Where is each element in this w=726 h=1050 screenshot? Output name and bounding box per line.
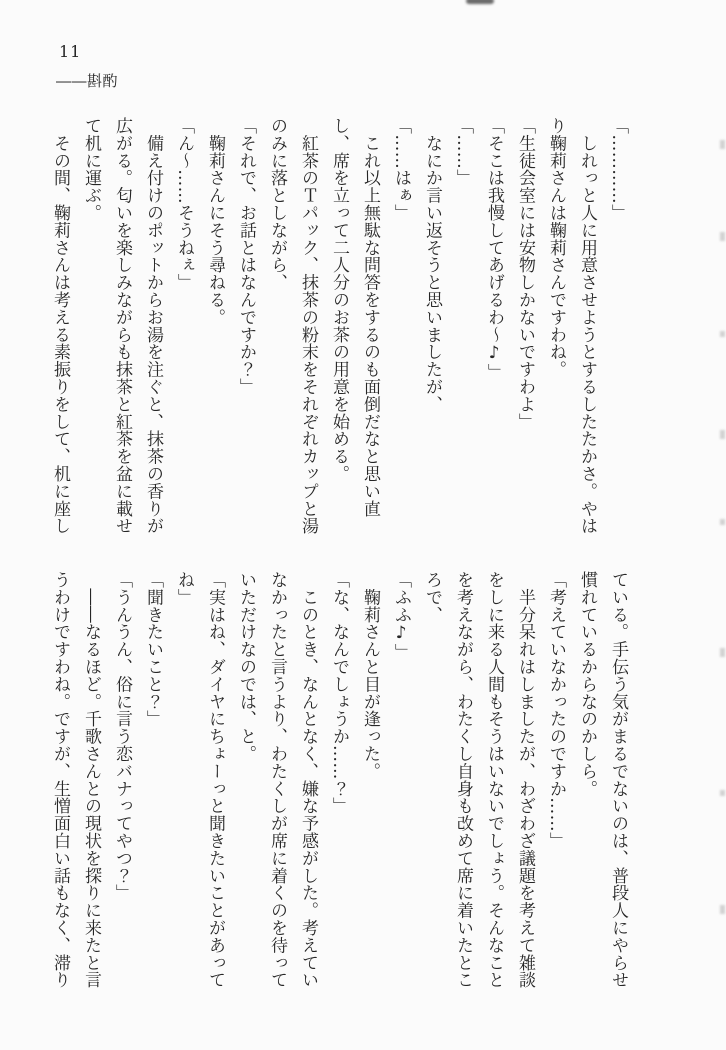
scan-artifact-mark [720,331,725,337]
text-line: し、席を立って二人分のお茶の用意を始める。 [329,117,349,483]
text-line: 慣れているからなのかしら。 [577,571,597,798]
scan-artifact-mark [720,140,725,149]
text-line: 鞠莉さんにそう尋ねる。 [205,117,225,326]
text-line: 「考えていなかったのですか……」 [546,571,566,850]
scan-artifact-mark [720,648,725,657]
text-line: 広がる。匂いを楽しみながらも抹茶と紅茶を盆に載せ [112,117,132,535]
text-line: 「……はぁ」 [391,117,411,222]
scan-artifact-mark [720,790,725,796]
text-line: 「な、なんでしょうか……？」 [329,571,349,815]
text-line: のみに落としながら、 [267,117,287,291]
text-line: 紅茶のＴパック、抹茶の粉末をそれぞれカップと湯 [298,117,318,535]
text-line: ろで、 [422,571,442,624]
text-line: うわけですわね。ですが、生憎面白い話もなく、滞り [50,571,70,989]
text-line: て机に運ぶ。 [81,117,101,222]
text-line: 備え付けのポットからお湯を注ぐと、抹茶の香りが [143,117,163,535]
scan-artifact-mark [720,519,725,525]
text-line: ている。手伝う気がまるでないのは、普段人にやらせ [608,571,628,989]
text-line: 「…………」 [608,117,628,222]
scan-artifact-mark [720,430,725,439]
text-line: なかったと言うより、わたくしが席に着くのを待って [267,571,287,989]
text-block-upper [44,117,633,535]
text-line: り鞠莉さんは鞠莉さんですわね。 [546,117,566,378]
text-line: いただけなのでは、と。 [236,571,256,763]
text-line: 「そこは我慢してあげるわ～♪」 [484,117,504,381]
text-line: これ以上無駄な問答をするのも面倒だなと思い直 [360,117,380,518]
text-line: を考えながら、わたくし自身も改めて席に着いたとこ [453,571,473,989]
text-line: しれっと人に用意させようとするしたたかさ。やは [577,117,597,535]
text-line: 「実はね、ダイヤにちょーっと聞きたいことがあって [205,571,225,989]
text-line: その間、鞠莉さんは考える素振りをして、机に座し [50,117,70,535]
text-line: ね」 [174,571,194,606]
chapter-header: ――斟酌 [56,72,119,90]
text-line: このとき、なんとなく、嫌な予感がした。考えてい [298,571,318,989]
text-line: ――なるほど。千歌さんとの現状を探りに来たと言 [81,571,101,989]
text-line: をしに来る人間もそうはいないでしょう。そんなこと [484,571,504,989]
text-line: 「聞きたいこと？」 [143,571,163,728]
scan-artifact-mark [720,232,725,241]
scan-artifact-right-edge [718,0,726,1050]
scan-artifact-top-edge [466,0,494,4]
text-line: 「ふふ♪」 [391,571,411,661]
text-block-lower [44,571,633,989]
text-line: 半分呆れはしましたが、わざわざ議題を考えて雑談 [515,571,535,989]
text-line: 「生徒会室には安物しかないですわよ」 [515,117,535,431]
text-line: 「……」 [453,117,473,187]
text-line: 鞠莉さんと目が逢った。 [360,571,380,780]
text-line: 「うんうん、俗に言う恋バナってやつ？」 [112,571,132,902]
page-number: 11 [59,42,82,61]
text-line: なにか言い返そうと思いましたが、 [422,117,442,413]
text-line: 「ん～……そうねぇ」 [174,117,194,291]
scan-artifact-mark [720,905,725,914]
text-line: 「それで、お話とはなんですか？」 [236,117,256,396]
